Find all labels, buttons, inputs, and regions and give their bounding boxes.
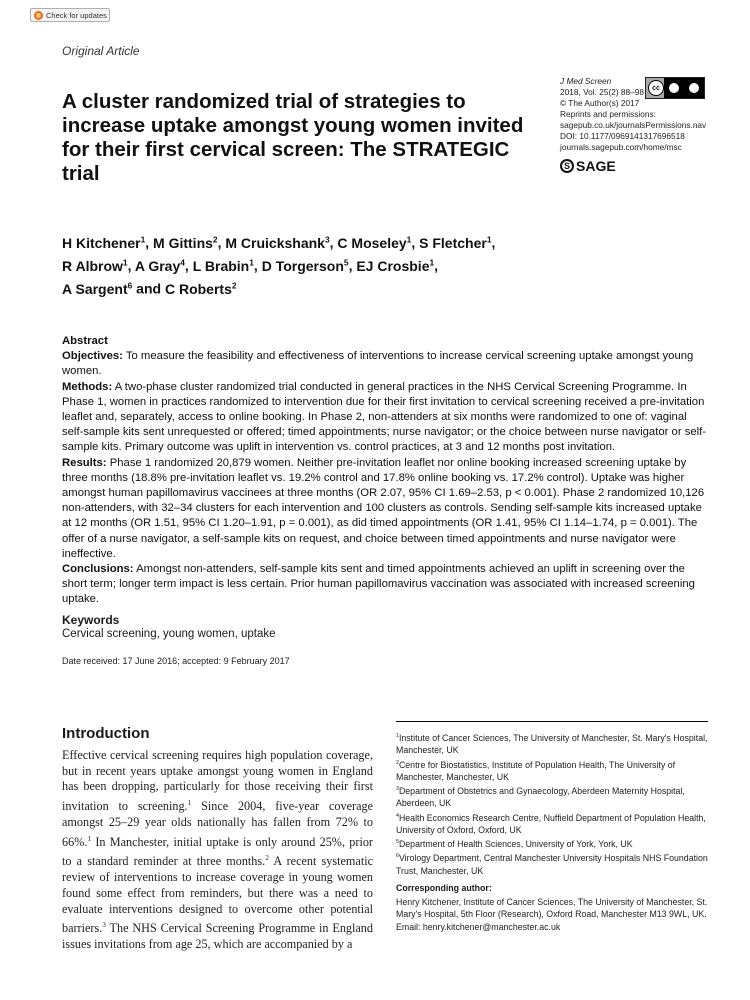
author[interactable]: [262, 258, 349, 274]
journal-volume: 2018, Vol. 25(2) 88–98: [560, 87, 644, 97]
author[interactable]: [153, 235, 218, 251]
affiliation-number: 5: [396, 839, 399, 846]
affiliation-text: Institute of Cancer Sciences, The University of Manchester, St. Mary's Hospital, Manchester, UK: [396, 732, 708, 756]
author-affiliation-ref: 1: [122, 257, 128, 268]
author-name: R Albrow: [62, 257, 123, 274]
author-name: M Cruickshank: [225, 234, 325, 251]
cc-license-icon[interactable]: [645, 77, 705, 99]
reprints-link[interactable]: sagepub.co.uk/journalsPermissions.nav: [560, 120, 707, 130]
author[interactable]: [62, 235, 145, 251]
introduction-body: [62, 748, 373, 953]
author[interactable]: [225, 235, 329, 251]
introduction-heading: Introduction: [62, 725, 150, 742]
affiliation-number: 1: [396, 733, 399, 739]
by-icon: [669, 83, 679, 93]
affiliation-text: Centre for Biostatistics, Institute of Population Health, The University of Manchester, Manchester, UK: [396, 759, 676, 782]
citation-ref[interactable]: 1: [187, 798, 192, 808]
conclusions-text: Amongst non-attenders, self-sample kits sent and timed appointments achieved an uplift in screening over the short term; longer term impact is less certain. Prior human papillomavirus vaccination was associated with increased screening uptake.: [62, 563, 695, 606]
author-list: H Kitchener$^1$, M Gittins$^2$, M Cruickshank$^3$, C Moseley$^1$, S Fletcher$^1$, R Albrow$^1$, A Gray$^4$, L Brabin$^1$, D Torgerson$^5$, EJ Crosbie$^1$, A Sargent$^6$ and C Roberts$^2$: [62, 234, 496, 297]
dates-line: Date received: 17 June 2016; accepted: 9 February 2017: [62, 656, 290, 666]
corresponding-address: Henry Kitchener, Institute of Cancer Sciences, The University of Manchester, St. Mary's Hospital, 5th Floor (Research), Oxford Road, Manchester M13 9WL, UK.: [396, 897, 708, 920]
author-name: H Kitchener: [62, 234, 141, 251]
author-affiliation-ref: 6: [127, 280, 133, 291]
intro-seg-2: Since 2004, five-year coverage amongst 25–29 year olds nationally has fallen from 72% to 66%.: [62, 799, 373, 849]
journal-link[interactable]: journals.sagepub.com/home/msc: [560, 142, 682, 152]
results-label: Results:: [62, 456, 107, 469]
author[interactable]: [193, 258, 254, 274]
sage-logo-text: SAGE: [576, 158, 616, 174]
by-nc-icon: [664, 78, 704, 98]
author-affiliation-ref: 2: [231, 280, 237, 291]
journal-copyright: © The Author(s) 2017: [560, 98, 640, 108]
results-text: Phase 1 randomized 20,879 women. Neither pre-invitation leaflet nor online booking increased screening uptake by three months (18.8% pre-invitation leaflet vs. 19.2% control and 17.8% online booking vs. 17.2% control). Uptake was higher amongst human papillomavirus vaccinees at three months (OR 2.07, 95% CI 1.69–2.53, p < 0.001). Phase 2 randomized 10,126 non-attenders, with 32–34 clusters for each intervention and 100 clusters as controls. Sending self-sample kits increased uptake at 12 months (OR 1.51, 95% CI 1.20–1.91, p = 0.001), as did timed appointments (OR 1.41, 95% CI 1.14–1.74, p = 0.001). The offer of a nurse navigator, a self-sample kits on request, and choice between timed appointments and nurse navigator were ineffective.: [62, 456, 705, 560]
author[interactable]: [62, 258, 128, 274]
affiliation-text: Department of Obstetrics and Gynaecology, Aberdeen Maternity Hospital, Aberdeen, UK: [396, 785, 685, 809]
affiliation-number: 3: [396, 786, 399, 793]
article-type: Original Article: [62, 44, 140, 58]
author-name: C Roberts: [164, 280, 232, 297]
methods-label: Methods:: [62, 380, 113, 393]
author[interactable]: [165, 281, 237, 297]
abstract-objectives: [62, 349, 708, 379]
author-affiliation-ref: 1: [486, 234, 492, 244]
author[interactable]: [419, 235, 491, 251]
affiliations-divider: [396, 721, 708, 722]
author-affiliation-ref: 5: [343, 257, 349, 268]
author[interactable]: [135, 258, 185, 274]
citation-ref[interactable]: 3: [102, 920, 106, 930]
author-name: S Fletcher: [419, 234, 487, 251]
abstract-heading: Abstract: [62, 335, 108, 347]
author-name: A Sargent: [62, 280, 128, 297]
crossmark-icon: [34, 11, 43, 20]
affiliation-text: Department of Health Sciences, University of York, York, UK: [398, 838, 633, 849]
author-affiliation-ref: 1: [249, 257, 254, 268]
affiliation-item: [396, 836, 708, 850]
citation-ref[interactable]: 1: [87, 833, 92, 843]
affiliation-item: [396, 850, 708, 877]
author-name: L Brabin: [192, 257, 250, 274]
author-name: M Gittins: [153, 234, 213, 251]
affiliation-number: 6: [396, 853, 399, 860]
corresponding-author-heading: Corresponding author:: [396, 883, 492, 893]
reprints-label: Reprints and permissions:: [560, 109, 656, 119]
affiliation-item: [396, 757, 708, 784]
author-affiliation-ref: 4: [180, 257, 185, 268]
affiliation-number: 4: [396, 812, 399, 819]
author-name: A Gray: [134, 257, 181, 274]
author[interactable]: [337, 235, 411, 251]
author-name: C Moseley: [337, 234, 407, 251]
abstract-conclusions: [62, 562, 708, 608]
affiliations-list: [396, 730, 708, 877]
journal-name: J Med Screen: [560, 76, 612, 86]
conclusions-label: Conclusions:: [62, 563, 134, 576]
doi-text[interactable]: DOI: 10.1177/0969141317696518: [560, 131, 685, 141]
affiliation-item: [396, 730, 708, 757]
keywords-text: Cervical screening, young women, uptake: [62, 628, 276, 640]
corresponding-author-details: [396, 896, 708, 933]
author[interactable]: [62, 281, 132, 297]
author-affiliation-ref: 1: [429, 257, 435, 268]
author-affiliation-ref: 2: [212, 234, 218, 244]
methods-text: A two-phase cluster randomized trial conducted in general practices in the NHS Cervical Screening Programme. In Phase 1, women in practices randomized to intervention due for their first invitation to cervical screening received a pre-invitation leaflet and, separately, access to online booking. In Phase 2, non-attenders at six months were randomized to one of: vaginal self-sample kits sent unrequested or offered; timed appointments; nurse navigator; or the choice between nurse navigator or self-sample kits. Primary outcome was uplift in intervention vs. control practices, at 3 and 12 months post invitation.: [62, 380, 707, 454]
check-for-updates-label: Check for updates: [46, 10, 107, 20]
affiliation-number: 2: [396, 759, 399, 766]
author-affiliation-ref: 1: [140, 234, 146, 244]
check-for-updates-button[interactable]: [30, 8, 110, 22]
intro-seg-3: In Manchester, initial uptake is only around 25%, prior to a standard reminder at three months.: [62, 834, 373, 869]
sage-mark-icon: S: [560, 159, 574, 173]
affiliation-text: Virology Department, Central Manchester University Hospitals NHS Foundation Trust, Manchester, UK: [396, 853, 708, 876]
keywords-heading: Keywords: [62, 613, 120, 627]
author-affiliation-ref: 1: [406, 234, 412, 244]
author[interactable]: [356, 258, 434, 274]
affiliation-text: Health Economics Research Centre, Nuffield Department of Population Health, University of Oxford, Oxford, UK: [396, 812, 706, 835]
abstract-results: [62, 456, 708, 562]
author-name: EJ Crosbie: [356, 257, 430, 274]
affiliation-item: [396, 783, 708, 810]
abstract-methods: [62, 380, 708, 456]
corresponding-email[interactable]: Email: henry.kitchener@manchester.ac.uk: [396, 921, 561, 932]
intro-seg-1: Effective cervical screening requires high population coverage, but in recent years uptake amongst young women in England has been dropping, particularly for those receiving their first invitation to screening.: [62, 748, 373, 814]
cc-logo-icon: cc: [648, 80, 664, 96]
author-affiliation-ref: 3: [324, 234, 330, 244]
objectives-text: To measure the feasibility and effectiveness of interventions to increase cervical screening uptake amongst young women.: [62, 350, 694, 378]
author-name: D Torgerson: [261, 257, 344, 274]
objectives-label: Objectives:: [62, 350, 123, 363]
intro-seg-4: A recent systematic review of interventions to increase coverage in young women found some effect from reminders, but there was a need to evaluate interventions designed to overcome other potential barriers.: [62, 854, 373, 936]
nc-icon: [689, 83, 699, 93]
intro-seg-5: The NHS Cervical Screening Programme in England issues invitations from age 25, which are accompanied by a: [62, 921, 373, 951]
citation-ref[interactable]: 2: [265, 853, 269, 863]
abstract: [62, 334, 708, 608]
article-title: A cluster randomized trial of strategies to increase uptake amongst young women invited for their first cervical screen: The STRATEGIC trial: [62, 90, 524, 185]
sage-logo: [560, 158, 616, 174]
affiliation-item: [396, 810, 708, 837]
